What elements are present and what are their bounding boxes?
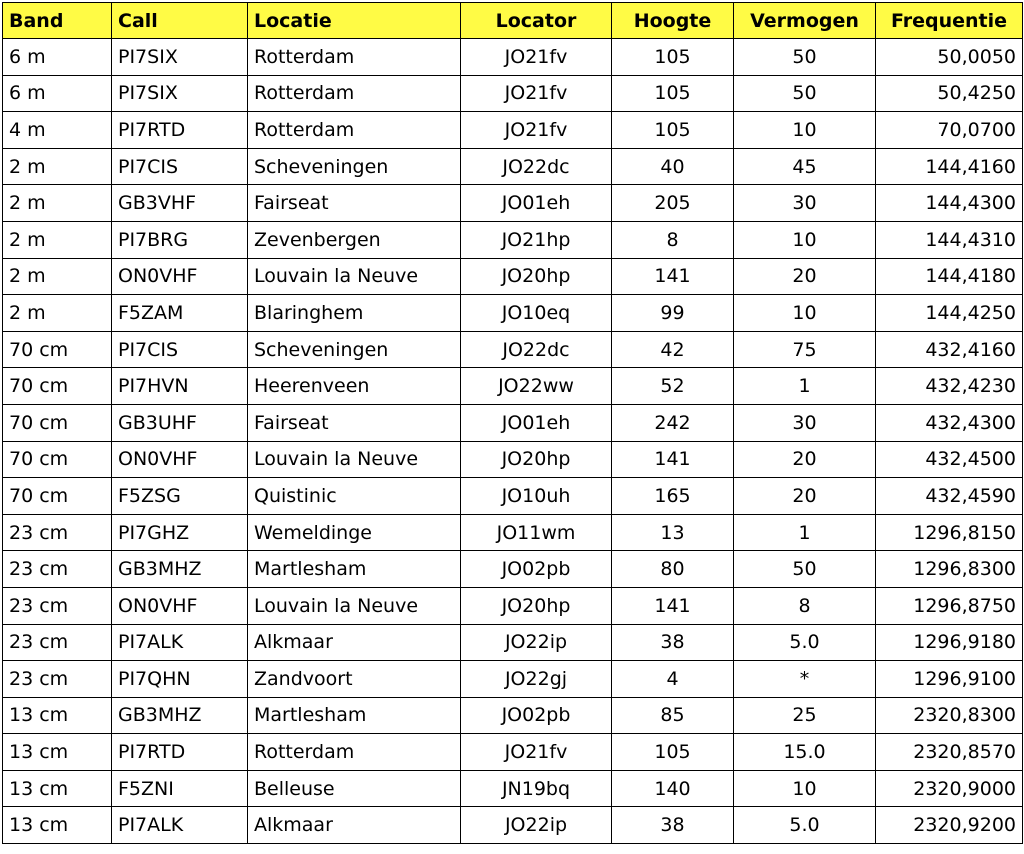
- cell-frequentie: 144,4180: [876, 258, 1023, 295]
- cell-locatie: Zandvoort: [248, 661, 461, 698]
- cell-call: GB3MHZ: [112, 697, 248, 734]
- cell-hoogte: 165: [612, 478, 734, 515]
- cell-vermogen: 1: [734, 368, 876, 405]
- cell-locator: JO10eq: [461, 295, 612, 332]
- cell-hoogte: 42: [612, 331, 734, 368]
- cell-band: 2 m: [3, 295, 112, 332]
- cell-locatie: Alkmaar: [248, 807, 461, 844]
- header-locatie: Locatie: [248, 3, 461, 39]
- table-header: [3, 3, 1023, 39]
- cell-locator: JO21fv: [461, 112, 612, 149]
- table-row: [3, 258, 1023, 295]
- cell-call: PI7QHN: [112, 661, 248, 698]
- cell-vermogen: 10: [734, 112, 876, 149]
- cell-vermogen: 50: [734, 39, 876, 76]
- cell-hoogte: 99: [612, 295, 734, 332]
- cell-locator: JO22ip: [461, 807, 612, 844]
- cell-hoogte: 205: [612, 185, 734, 222]
- cell-band: 70 cm: [3, 404, 112, 441]
- cell-hoogte: 13: [612, 514, 734, 551]
- cell-locatie: Martlesham: [248, 697, 461, 734]
- cell-locatie: Scheveningen: [248, 331, 461, 368]
- cell-locatie: Alkmaar: [248, 624, 461, 661]
- cell-band: 70 cm: [3, 368, 112, 405]
- cell-hoogte: 38: [612, 807, 734, 844]
- cell-vermogen: 75: [734, 331, 876, 368]
- cell-locatie: Wemeldinge: [248, 514, 461, 551]
- cell-frequentie: 2320,8570: [876, 734, 1023, 771]
- cell-locatie: Fairseat: [248, 404, 461, 441]
- cell-call: F5ZNI: [112, 770, 248, 807]
- cell-band: 13 cm: [3, 807, 112, 844]
- cell-band: 6 m: [3, 39, 112, 76]
- cell-band: 6 m: [3, 75, 112, 112]
- cell-frequentie: 432,4230: [876, 368, 1023, 405]
- cell-locatie: Rotterdam: [248, 75, 461, 112]
- table-row: [3, 514, 1023, 551]
- cell-call: GB3VHF: [112, 185, 248, 222]
- cell-locatie: Rotterdam: [248, 734, 461, 771]
- cell-vermogen: 25: [734, 697, 876, 734]
- cell-locatie: Fairseat: [248, 185, 461, 222]
- cell-locator: JO22dc: [461, 148, 612, 185]
- table-row: [3, 404, 1023, 441]
- table-row: [3, 441, 1023, 478]
- cell-band: 4 m: [3, 112, 112, 149]
- table-row: [3, 39, 1023, 76]
- cell-hoogte: 4: [612, 661, 734, 698]
- table-row: [3, 770, 1023, 807]
- table-row: [3, 221, 1023, 258]
- cell-locatie: Rotterdam: [248, 112, 461, 149]
- cell-hoogte: 141: [612, 258, 734, 295]
- cell-band: 70 cm: [3, 441, 112, 478]
- cell-band: 23 cm: [3, 624, 112, 661]
- cell-locatie: Quistinic: [248, 478, 461, 515]
- cell-frequentie: 1296,9100: [876, 661, 1023, 698]
- cell-call: ON0VHF: [112, 441, 248, 478]
- cell-locatie: Belleuse: [248, 770, 461, 807]
- cell-hoogte: 242: [612, 404, 734, 441]
- cell-locatie: Scheveningen: [248, 148, 461, 185]
- cell-call: GB3MHZ: [112, 551, 248, 588]
- cell-hoogte: 80: [612, 551, 734, 588]
- cell-hoogte: 105: [612, 39, 734, 76]
- cell-call: PI7HVN: [112, 368, 248, 405]
- cell-band: 2 m: [3, 258, 112, 295]
- cell-vermogen: 10: [734, 221, 876, 258]
- table-row: [3, 148, 1023, 185]
- cell-frequentie: 2320,8300: [876, 697, 1023, 734]
- cell-band: 2 m: [3, 185, 112, 222]
- table-row: [3, 295, 1023, 332]
- header-vermogen: Vermogen: [734, 3, 876, 39]
- cell-vermogen: 15.0: [734, 734, 876, 771]
- cell-band: 23 cm: [3, 661, 112, 698]
- cell-frequentie: 144,4160: [876, 148, 1023, 185]
- cell-locator: JO20hp: [461, 587, 612, 624]
- cell-locator: JO21hp: [461, 221, 612, 258]
- header-row: [3, 3, 1023, 39]
- cell-locatie: Martlesham: [248, 551, 461, 588]
- cell-locatie: Rotterdam: [248, 39, 461, 76]
- cell-locatie: Blaringhem: [248, 295, 461, 332]
- header-frequentie: Frequentie: [876, 3, 1023, 39]
- cell-locator: JO01eh: [461, 185, 612, 222]
- cell-frequentie: 2320,9000: [876, 770, 1023, 807]
- cell-call: ON0VHF: [112, 587, 248, 624]
- cell-call: PI7ALK: [112, 624, 248, 661]
- cell-locator: JO22ip: [461, 624, 612, 661]
- table-body: [3, 39, 1023, 844]
- cell-vermogen: 20: [734, 441, 876, 478]
- cell-vermogen: 8: [734, 587, 876, 624]
- cell-call: PI7CIS: [112, 331, 248, 368]
- cell-call: PI7CIS: [112, 148, 248, 185]
- cell-call: GB3UHF: [112, 404, 248, 441]
- cell-band: 23 cm: [3, 587, 112, 624]
- cell-hoogte: 40: [612, 148, 734, 185]
- cell-call: ON0VHF: [112, 258, 248, 295]
- cell-hoogte: 52: [612, 368, 734, 405]
- table-row: [3, 75, 1023, 112]
- cell-frequentie: 1296,8300: [876, 551, 1023, 588]
- cell-call: PI7ALK: [112, 807, 248, 844]
- cell-vermogen: 50: [734, 75, 876, 112]
- table-row: [3, 551, 1023, 588]
- cell-locator: JO22ww: [461, 368, 612, 405]
- table-row: [3, 661, 1023, 698]
- cell-call: F5ZSG: [112, 478, 248, 515]
- cell-band: 13 cm: [3, 697, 112, 734]
- cell-vermogen: 20: [734, 258, 876, 295]
- cell-hoogte: 105: [612, 112, 734, 149]
- cell-locator: JO21fv: [461, 75, 612, 112]
- header-call: Call: [112, 3, 248, 39]
- cell-frequentie: 144,4310: [876, 221, 1023, 258]
- cell-frequentie: 432,4590: [876, 478, 1023, 515]
- cell-call: PI7RTD: [112, 112, 248, 149]
- cell-vermogen: 5.0: [734, 807, 876, 844]
- cell-band: 2 m: [3, 221, 112, 258]
- cell-band: 2 m: [3, 148, 112, 185]
- table-row: [3, 697, 1023, 734]
- cell-hoogte: 105: [612, 734, 734, 771]
- table-row: [3, 624, 1023, 661]
- cell-vermogen: 10: [734, 295, 876, 332]
- table-row: [3, 331, 1023, 368]
- cell-locator: JO22dc: [461, 331, 612, 368]
- cell-frequentie: 50,4250: [876, 75, 1023, 112]
- cell-band: 23 cm: [3, 551, 112, 588]
- cell-hoogte: 140: [612, 770, 734, 807]
- header-hoogte: Hoogte: [612, 3, 734, 39]
- cell-frequentie: 2320,9200: [876, 807, 1023, 844]
- table-row: [3, 587, 1023, 624]
- cell-locatie: Zevenbergen: [248, 221, 461, 258]
- table-row: [3, 185, 1023, 222]
- cell-locator: JO11wm: [461, 514, 612, 551]
- table-row: [3, 368, 1023, 405]
- cell-vermogen: 30: [734, 404, 876, 441]
- cell-band: 13 cm: [3, 770, 112, 807]
- cell-vermogen: 5.0: [734, 624, 876, 661]
- cell-vermogen: 20: [734, 478, 876, 515]
- cell-locatie: Louvain la Neuve: [248, 258, 461, 295]
- cell-hoogte: 85: [612, 697, 734, 734]
- cell-locator: JO22gj: [461, 661, 612, 698]
- table-row: [3, 112, 1023, 149]
- cell-locator: JO01eh: [461, 404, 612, 441]
- header-band: Band: [3, 3, 112, 39]
- cell-call: F5ZAM: [112, 295, 248, 332]
- cell-vermogen: 45: [734, 148, 876, 185]
- cell-locator: JO20hp: [461, 441, 612, 478]
- cell-vermogen: 10: [734, 770, 876, 807]
- cell-call: PI7SIX: [112, 39, 248, 76]
- cell-band: 23 cm: [3, 514, 112, 551]
- cell-locator: JO10uh: [461, 478, 612, 515]
- table-row: [3, 807, 1023, 844]
- cell-call: PI7BRG: [112, 221, 248, 258]
- cell-locator: JO21fv: [461, 39, 612, 76]
- cell-hoogte: 38: [612, 624, 734, 661]
- cell-frequentie: 432,4500: [876, 441, 1023, 478]
- cell-frequentie: 432,4300: [876, 404, 1023, 441]
- cell-band: 13 cm: [3, 734, 112, 771]
- cell-vermogen: 30: [734, 185, 876, 222]
- cell-locator: JO02pb: [461, 697, 612, 734]
- cell-band: 70 cm: [3, 331, 112, 368]
- cell-band: 70 cm: [3, 478, 112, 515]
- cell-call: PI7SIX: [112, 75, 248, 112]
- cell-call: PI7GHZ: [112, 514, 248, 551]
- cell-locator: JN19bq: [461, 770, 612, 807]
- cell-frequentie: 144,4300: [876, 185, 1023, 222]
- header-locator: Locator: [461, 3, 612, 39]
- cell-frequentie: 1296,8750: [876, 587, 1023, 624]
- cell-call: PI7RTD: [112, 734, 248, 771]
- cell-locator: JO02pb: [461, 551, 612, 588]
- beacon-table: [2, 2, 1023, 844]
- cell-hoogte: 105: [612, 75, 734, 112]
- cell-frequentie: 1296,9180: [876, 624, 1023, 661]
- cell-locatie: Heerenveen: [248, 368, 461, 405]
- cell-frequentie: 432,4160: [876, 331, 1023, 368]
- cell-hoogte: 141: [612, 587, 734, 624]
- cell-hoogte: 8: [612, 221, 734, 258]
- cell-locator: JO21fv: [461, 734, 612, 771]
- cell-frequentie: 1296,8150: [876, 514, 1023, 551]
- table-row: [3, 734, 1023, 771]
- cell-frequentie: 50,0050: [876, 39, 1023, 76]
- cell-locator: JO20hp: [461, 258, 612, 295]
- cell-vermogen: 50: [734, 551, 876, 588]
- cell-vermogen: *: [734, 661, 876, 698]
- cell-hoogte: 141: [612, 441, 734, 478]
- cell-frequentie: 144,4250: [876, 295, 1023, 332]
- cell-frequentie: 70,0700: [876, 112, 1023, 149]
- table-row: [3, 478, 1023, 515]
- cell-locatie: Louvain la Neuve: [248, 441, 461, 478]
- cell-vermogen: 1: [734, 514, 876, 551]
- cell-locatie: Louvain la Neuve: [248, 587, 461, 624]
